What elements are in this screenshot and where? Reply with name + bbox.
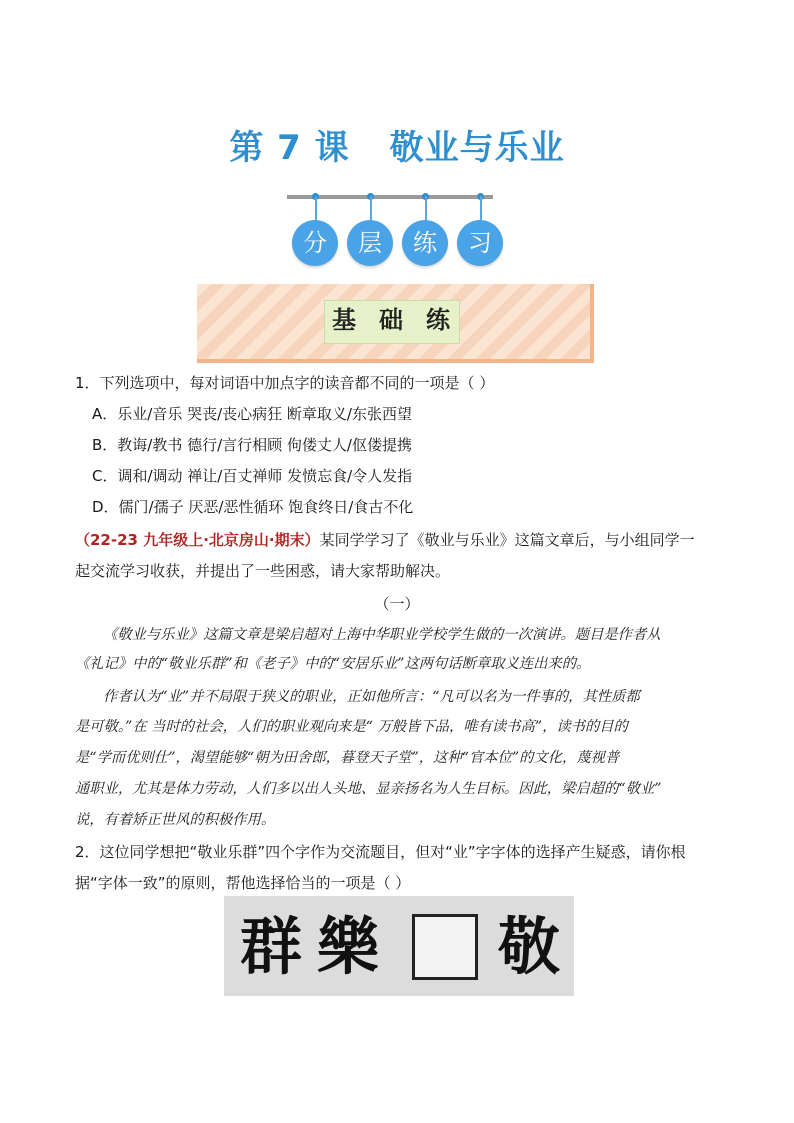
section-char: 练 <box>426 306 450 334</box>
badge-char: 练 <box>402 220 448 266</box>
passage-line: 《敬业与乐业》这篇文章是梁启超对上海中华职业学校学生做的一次演讲。题目是作者从 <box>103 627 661 643</box>
lesson-number: 第 7 课 <box>229 128 350 168</box>
intro-line-2: 起交流学习收获，并提出了一些困惑，请大家帮助解决。 <box>75 562 451 580</box>
section-char: 基 <box>332 306 356 334</box>
lesson-name: 敬业与乐业 <box>389 128 565 168</box>
badge-string <box>425 196 427 222</box>
q2-line-1: 2．这位同学想把“敬业乐群”四个字作为交流题目，但对“业”字字体的选择产生疑惑，请你根 <box>75 843 686 861</box>
source-tag: （22-23 九年级上·北京房山·期末） <box>75 531 320 549</box>
q1-option-a: A．乐业/音乐 哭丧/丧心病狂 断章取义/东张西望 <box>92 405 412 423</box>
passage-line: 说，有着矫正世风的积极作用。 <box>75 812 276 828</box>
badge-char: 习 <box>457 220 503 266</box>
section-char: 础 <box>379 306 403 334</box>
intro-text-1: 某同学学习了《敬业与乐业》这篇文章后，与小组同学一 <box>319 531 695 549</box>
lesson-title <box>0 120 794 169</box>
badge-char: 分 <box>292 220 338 266</box>
calligraphy-char-jing: 敬 <box>497 910 560 983</box>
badge-string <box>480 196 482 222</box>
badge-char: 层 <box>347 220 393 266</box>
q1-option-c: C．调和/调动 禅让/百丈禅师 发愤忘食/令人发指 <box>92 467 413 485</box>
q1-stem: 1．下列选项中，每对词语中加点字的读音都不同的一项是（ ） <box>75 374 495 392</box>
badge-string <box>315 196 317 222</box>
q1-option-d: D．儒门/孺子 厌恶/恶性循环 饱食终日/食古不化 <box>92 498 414 516</box>
passage-line: 作者认为“业”并不局限于狭义的职业，正如他所言：“凡可以名为一件事的，其性质都 <box>103 689 640 705</box>
passage-line: 通职业，尤其是体力劳动，人们多以出人头地、显亲扬名为人生目标。因此，梁启超的“敬业” <box>75 781 662 797</box>
passage-line: 是“学而优则仕”，渴望能够“朝为田舍郎，暮登天子堂”，这种“官本位”的文化，蔑视普 <box>75 750 620 766</box>
part-label: （一） <box>374 595 420 613</box>
intro-line-1 <box>75 531 695 549</box>
q2-line-2: 据“字体一致”的原则，帮他选择恰当的一项是（ ） <box>75 874 411 892</box>
calligraphy-char-le: 樂 <box>316 910 379 983</box>
passage-line: 是可敬。”在 当时的社会，人们的职业观向来是“ 万般皆下品，唯有读书高”，读书的目的 <box>75 719 628 735</box>
passage-line: 《礼记》中的“敬业乐群”和《老子》中的“安居乐业”这两句话断章取义连出来的。 <box>75 656 591 672</box>
calligraphy-char-qun: 群 <box>239 910 302 983</box>
blank-answer-box <box>412 914 478 980</box>
badge-string <box>370 196 372 222</box>
q1-option-b: B．教诲/教书 德行/言行相顾 佝偻丈人/伛偻提携 <box>92 436 412 454</box>
